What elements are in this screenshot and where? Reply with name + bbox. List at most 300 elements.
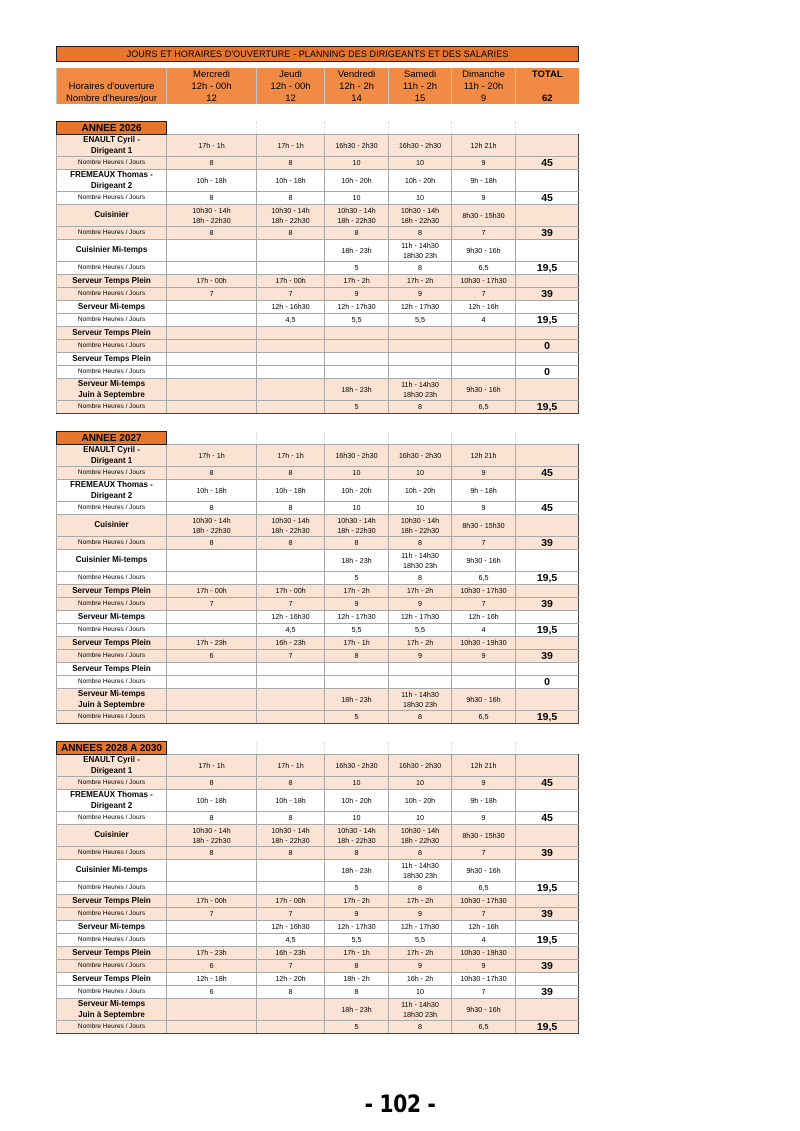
hours-vendredi-line: 16h30 - 2h30 — [335, 140, 378, 150]
employee-name-line: Cuisinier Mi-temps — [75, 555, 148, 565]
hours-dimanche — [452, 947, 516, 960]
count-dimanche: 6,5 — [452, 711, 516, 724]
count-label: Nombre Heures / Jours — [57, 502, 167, 515]
header-vendredi: Vendredi — [325, 68, 389, 80]
count-mercredi: 7 — [167, 908, 257, 921]
count-jeudi — [257, 882, 325, 895]
hours-samedi-line: 18h - 22h30 — [400, 525, 440, 535]
total-blank — [516, 240, 579, 262]
hours-mercredi — [167, 135, 257, 157]
count-jeudi — [257, 1021, 325, 1034]
hours-samedi-line: 11h - 14h30 — [401, 240, 439, 250]
count-vendredi — [325, 340, 389, 353]
header-jeudi: Jeudi — [257, 68, 325, 80]
hours-samedi-line: 12h - 17h30 — [400, 922, 440, 931]
employee-name — [57, 790, 167, 812]
total-blank — [516, 895, 579, 908]
count-label: Nombre Heures / Jours — [57, 157, 167, 170]
hours-samedi-line: 11h - 14h30 — [401, 379, 439, 389]
count-jeudi: 8 — [257, 502, 325, 515]
weekly-total: 39 — [516, 960, 579, 973]
hours-jeudi-line: 12h - 16h30 — [271, 922, 310, 931]
count-vendredi: 5 — [325, 882, 389, 895]
count-mercredi: 8 — [167, 467, 257, 480]
count-samedi: 9 — [389, 960, 452, 973]
hours-vendredi — [325, 895, 389, 908]
employee-name — [57, 205, 167, 227]
title-row — [57, 47, 579, 62]
hours-vendredi — [325, 637, 389, 650]
hours-per-day-row — [57, 92, 579, 104]
count-jeudi: 7 — [257, 908, 325, 921]
hours-mercredi — [167, 637, 257, 650]
count-dimanche: 4 — [452, 624, 516, 637]
hours-per-day-jeudi: 12 — [257, 92, 325, 104]
hours-mercredi — [167, 921, 257, 934]
hours-dimanche — [452, 663, 516, 676]
hours-dimanche-line: 9h30 - 16h — [466, 1004, 501, 1014]
hours-dimanche — [452, 825, 516, 847]
count-dimanche: 7 — [452, 537, 516, 550]
count-dimanche — [452, 676, 516, 689]
count-vendredi: 5,5 — [325, 624, 389, 637]
employee-name-line: Dirigeant 2 — [90, 800, 133, 810]
count-row — [57, 598, 579, 611]
hours-dimanche — [452, 637, 516, 650]
employee-name — [57, 921, 167, 934]
employee-name-line: Serveur Mi-temps — [77, 921, 146, 931]
count-vendredi — [325, 366, 389, 379]
count-vendredi: 10 — [325, 502, 389, 515]
schedule-row — [57, 327, 579, 340]
hours-vendredi — [325, 135, 389, 157]
count-label: Nombre Heures / Jours — [57, 467, 167, 480]
count-vendredi: 5 — [325, 711, 389, 724]
hours-mercredi-line: 10h30 - 14h — [192, 515, 231, 525]
count-mercredi: 8 — [167, 777, 257, 790]
weekly-total: 19,5 — [516, 624, 579, 637]
weekly-total: 39 — [516, 986, 579, 999]
hours-mercredi — [167, 515, 257, 537]
count-jeudi: 8 — [257, 537, 325, 550]
hours-samedi-line: 16h - 2h — [406, 974, 434, 983]
hours-vendredi — [325, 999, 389, 1021]
count-samedi: 8 — [389, 847, 452, 860]
hours-vendredi — [325, 301, 389, 314]
hours-samedi-line: 11h - 14h30 — [401, 860, 439, 870]
hours-samedi — [389, 205, 452, 227]
hours-vendredi-line: 18h - 23h — [341, 555, 372, 565]
count-jeudi: 8 — [257, 847, 325, 860]
count-mercredi — [167, 711, 257, 724]
hours-mercredi — [167, 445, 257, 467]
year-label: ANNEES 2028 A 2030 — [57, 742, 167, 755]
count-dimanche — [452, 340, 516, 353]
hours-samedi-line: 10h - 20h — [404, 485, 436, 495]
count-samedi: 10 — [389, 157, 452, 170]
hours-dimanche — [452, 480, 516, 502]
hours-dimanche — [452, 689, 516, 711]
schedule-row — [57, 755, 579, 777]
schedule-row — [57, 353, 579, 366]
total-blank — [516, 353, 579, 366]
hours-vendredi — [325, 480, 389, 502]
count-jeudi: 8 — [257, 157, 325, 170]
hours-vendredi — [325, 973, 389, 986]
count-mercredi — [167, 624, 257, 637]
employee-name-line: FREMEAUX Thomas - — [70, 480, 153, 489]
hours-jeudi — [257, 860, 325, 882]
hours-jeudi — [257, 637, 325, 650]
hours-samedi-line: 17h - 2h — [406, 948, 434, 957]
count-jeudi: 4,5 — [257, 314, 325, 327]
count-jeudi — [257, 711, 325, 724]
hours-dimanche-line: 12h 21h — [470, 760, 497, 770]
count-dimanche: 9 — [452, 777, 516, 790]
total-blank — [516, 921, 579, 934]
hours-samedi — [389, 275, 452, 288]
hours-jeudi — [257, 135, 325, 157]
opening-hours-label: Horaires d'ouverture — [57, 80, 167, 92]
hours-vendredi — [325, 790, 389, 812]
hours-mercredi — [167, 947, 257, 960]
hours-samedi-line: 10h30 - 14h — [400, 515, 440, 525]
hours-dimanche-line: 12h 21h — [470, 140, 497, 150]
count-row — [57, 812, 579, 825]
hours-dimanche-line: 12h - 16h — [468, 922, 499, 931]
hours-jeudi-line: 16h - 23h — [275, 948, 306, 957]
total-blank — [516, 973, 579, 986]
count-jeudi: 7 — [257, 650, 325, 663]
count-vendredi: 5 — [325, 1021, 389, 1034]
count-jeudi: 8 — [257, 777, 325, 790]
hours-samedi — [389, 895, 452, 908]
employee-name — [57, 973, 167, 986]
hours-vendredi — [325, 585, 389, 598]
hours-samedi-line: 18h30 23h — [403, 870, 437, 880]
hours-mercredi — [167, 825, 257, 847]
hours-dimanche-line: 9h - 18h — [470, 175, 497, 185]
hours-samedi-line: 12h - 17h30 — [400, 302, 440, 311]
count-dimanche — [452, 366, 516, 379]
hours-samedi — [389, 301, 452, 314]
schedule-row — [57, 205, 579, 227]
employee-name — [57, 135, 167, 157]
year-header-row — [57, 742, 579, 755]
count-jeudi: 4,5 — [257, 934, 325, 947]
weekly-total: 39 — [516, 598, 579, 611]
hours-samedi — [389, 379, 452, 401]
hours-samedi-line: 16h30 - 2h30 — [398, 760, 442, 770]
hours-vendredi-line: 10h - 20h — [341, 485, 372, 495]
count-samedi: 8 — [389, 401, 452, 414]
hours-jeudi-line: 12h - 20h — [275, 974, 306, 983]
employee-name-line: Serveur Temps Plein — [72, 327, 151, 337]
hours-mercredi — [167, 790, 257, 812]
count-row — [57, 960, 579, 973]
opening-hours-dimanche: 11h - 20h — [452, 80, 516, 92]
weekly-total: 45 — [516, 192, 579, 205]
hours-dimanche — [452, 999, 516, 1021]
employee-name-line: Cuisinier — [94, 210, 129, 220]
hours-samedi — [389, 921, 452, 934]
hours-jeudi — [257, 790, 325, 812]
count-samedi: 8 — [389, 572, 452, 585]
count-dimanche: 7 — [452, 598, 516, 611]
count-samedi: 9 — [389, 650, 452, 663]
count-dimanche: 9 — [452, 812, 516, 825]
hours-samedi — [389, 135, 452, 157]
weekly-total: 19,5 — [516, 934, 579, 947]
hours-mercredi — [167, 585, 257, 598]
employee-name — [57, 999, 167, 1021]
hours-mercredi — [167, 353, 257, 366]
weekly-total: 45 — [516, 812, 579, 825]
count-vendredi: 9 — [325, 598, 389, 611]
opening-hours-vendredi: 12h - 2h — [325, 80, 389, 92]
hours-vendredi — [325, 860, 389, 882]
hours-vendredi-line: 10h - 20h — [341, 175, 372, 185]
hours-mercredi-line: 17h - 00h — [196, 276, 227, 285]
count-jeudi: 8 — [257, 227, 325, 240]
employee-name-line: Serveur Temps Plein — [72, 973, 151, 983]
hours-jeudi-line: 10h - 18h — [275, 175, 306, 185]
employee-name-line: Juin à Septembre — [78, 1009, 145, 1019]
hours-jeudi-line: 10h30 - 14h — [271, 825, 310, 835]
total-blank — [516, 585, 579, 598]
count-row — [57, 157, 579, 170]
total-blank — [516, 275, 579, 288]
employee-name-line: Serveur Mi-temps — [77, 301, 146, 311]
table-title: JOURS ET HORAIRES D'OUVERTURE - PLANNING DES DIRIGEANTS ET DES SALARIES — [57, 47, 579, 62]
hours-dimanche-line: 10h30 - 17h30 — [460, 896, 507, 905]
hours-vendredi-line: 18h - 23h — [341, 1004, 372, 1014]
spacer-row — [57, 104, 579, 122]
hours-dimanche-line: 9h - 18h — [470, 485, 497, 495]
weekly-total: 19,5 — [516, 314, 579, 327]
count-dimanche: 9 — [452, 960, 516, 973]
hours-dimanche — [452, 860, 516, 882]
count-mercredi — [167, 882, 257, 895]
hours-mercredi — [167, 301, 257, 314]
hours-samedi-line: 17h - 2h — [406, 586, 434, 595]
count-dimanche: 6,5 — [452, 1021, 516, 1034]
count-label: Nombre Heures / Jours — [57, 598, 167, 611]
total-blank — [516, 999, 579, 1021]
hours-dimanche — [452, 379, 516, 401]
count-jeudi — [257, 340, 325, 353]
count-mercredi: 8 — [167, 812, 257, 825]
hours-samedi — [389, 515, 452, 537]
hours-samedi-line: 16h30 - 2h30 — [398, 450, 442, 460]
hours-mercredi-line: 17h - 23h — [196, 948, 227, 957]
employee-name-line: FREMEAUX Thomas - — [70, 790, 153, 799]
count-dimanche: 9 — [452, 467, 516, 480]
hours-samedi-line: 17h - 2h — [406, 276, 434, 285]
hours-mercredi-line: 10h - 18h — [196, 795, 227, 805]
employee-name — [57, 480, 167, 502]
total-blank — [516, 947, 579, 960]
count-samedi: 10 — [389, 777, 452, 790]
hours-dimanche — [452, 327, 516, 340]
hours-dimanche-line: 10h30 - 17h30 — [460, 276, 507, 285]
hours-mercredi — [167, 379, 257, 401]
count-mercredi — [167, 340, 257, 353]
count-mercredi: 6 — [167, 960, 257, 973]
count-row — [57, 366, 579, 379]
count-mercredi — [167, 676, 257, 689]
count-vendredi: 8 — [325, 537, 389, 550]
hours-samedi-line: 18h30 23h — [403, 389, 437, 399]
weekly-total: 0 — [516, 340, 579, 353]
hours-samedi — [389, 663, 452, 676]
total-blank — [516, 379, 579, 401]
count-label: Nombre Heures / Jours — [57, 960, 167, 973]
hours-samedi-line: 10h30 - 14h — [400, 825, 440, 835]
employee-name — [57, 947, 167, 960]
count-label: Nombre Heures / Jours — [57, 192, 167, 205]
count-row — [57, 192, 579, 205]
count-mercredi: 8 — [167, 847, 257, 860]
count-row — [57, 502, 579, 515]
hours-samedi — [389, 999, 452, 1021]
count-samedi: 5,5 — [389, 314, 452, 327]
employee-name — [57, 663, 167, 676]
count-label: Nombre Heures / Jours — [57, 314, 167, 327]
count-mercredi — [167, 934, 257, 947]
weekly-total: 39 — [516, 847, 579, 860]
count-jeudi: 8 — [257, 192, 325, 205]
hours-mercredi — [167, 689, 257, 711]
total-blank — [516, 205, 579, 227]
opening-hours-mercredi: 12h - 00h — [167, 80, 257, 92]
hours-dimanche-line: 9h30 - 16h — [466, 694, 501, 704]
weekly-total: 39 — [516, 288, 579, 301]
hours-samedi-line: 10h30 - 14h — [400, 205, 440, 215]
count-label: Nombre Heures / Jours — [57, 572, 167, 585]
hours-dimanche-line: 10h30 - 17h30 — [460, 586, 507, 595]
count-label: Nombre Heures / Jours — [57, 624, 167, 637]
hours-jeudi-line: 18h - 22h30 — [271, 835, 310, 845]
hours-dimanche-line: 12h - 16h — [468, 302, 499, 311]
schedule-row — [57, 275, 579, 288]
employee-name — [57, 550, 167, 572]
hours-dimanche-line: 12h - 16h — [468, 612, 499, 621]
count-mercredi: 7 — [167, 288, 257, 301]
hours-mercredi-line: 10h30 - 14h — [192, 205, 231, 215]
count-jeudi: 7 — [257, 598, 325, 611]
weekly-total: 19,5 — [516, 572, 579, 585]
count-vendredi: 8 — [325, 986, 389, 999]
hours-samedi — [389, 550, 452, 572]
hours-dimanche-line: 8h30 - 15h30 — [462, 830, 505, 840]
hours-samedi-line: 17h - 2h — [406, 638, 434, 647]
count-row — [57, 314, 579, 327]
hours-mercredi — [167, 611, 257, 624]
hours-jeudi — [257, 947, 325, 960]
count-row — [57, 288, 579, 301]
count-mercredi: 8 — [167, 502, 257, 515]
hours-mercredi-line: 18h - 22h30 — [192, 215, 231, 225]
hours-per-day-label: Nombre d'heures/jour — [57, 92, 167, 104]
count-mercredi: 6 — [167, 650, 257, 663]
hours-samedi-line: 18h30 23h — [403, 1009, 437, 1019]
employee-name-line: Serveur Temps Plein — [72, 947, 151, 957]
count-jeudi: 8 — [257, 812, 325, 825]
count-dimanche: 6,5 — [452, 572, 516, 585]
count-jeudi: 8 — [257, 467, 325, 480]
schedule-row — [57, 515, 579, 537]
hours-mercredi-line: 17h - 00h — [196, 586, 227, 595]
count-label: Nombre Heures / Jours — [57, 227, 167, 240]
count-row — [57, 1021, 579, 1034]
count-mercredi — [167, 314, 257, 327]
hours-mercredi-line: 18h - 22h30 — [192, 835, 231, 845]
hours-vendredi — [325, 327, 389, 340]
count-vendredi: 10 — [325, 812, 389, 825]
hours-vendredi-line: 18h - 23h — [341, 694, 372, 704]
count-vendredi: 9 — [325, 288, 389, 301]
hours-vendredi-line: 10h30 - 14h — [337, 825, 376, 835]
employee-name — [57, 585, 167, 598]
schedule-row — [57, 860, 579, 882]
hours-dimanche — [452, 755, 516, 777]
employee-name — [57, 379, 167, 401]
hours-samedi-line: 18h30 23h — [403, 560, 437, 570]
hours-jeudi — [257, 921, 325, 934]
count-mercredi — [167, 1021, 257, 1034]
count-samedi: 8 — [389, 882, 452, 895]
hours-jeudi-line: 17h - 00h — [275, 896, 306, 905]
count-dimanche: 7 — [452, 908, 516, 921]
schedule-row — [57, 895, 579, 908]
hours-mercredi — [167, 860, 257, 882]
employee-name — [57, 515, 167, 537]
total-blank — [516, 790, 579, 812]
hours-vendredi — [325, 947, 389, 960]
total-blank — [516, 170, 579, 192]
count-vendredi: 5,5 — [325, 934, 389, 947]
hours-vendredi — [325, 611, 389, 624]
hours-per-day-samedi: 15 — [389, 92, 452, 104]
hours-jeudi-line: 17h - 1h — [277, 760, 304, 770]
total-blank — [516, 860, 579, 882]
count-label: Nombre Heures / Jours — [57, 1021, 167, 1034]
hours-samedi-line: 11h - 14h30 — [401, 689, 439, 699]
hours-vendredi — [325, 445, 389, 467]
hours-jeudi — [257, 611, 325, 624]
count-row — [57, 227, 579, 240]
hours-samedi — [389, 825, 452, 847]
hours-jeudi — [257, 585, 325, 598]
employee-name — [57, 895, 167, 908]
employee-name-line: Dirigeant 1 — [90, 145, 133, 155]
employee-name — [57, 637, 167, 650]
count-samedi: 10 — [389, 812, 452, 825]
employee-name-line: Serveur Mi-temps — [77, 999, 146, 1008]
hours-jeudi — [257, 973, 325, 986]
hours-samedi-line: 10h - 20h — [404, 795, 436, 805]
hours-vendredi — [325, 755, 389, 777]
hours-per-day-vendredi: 14 — [325, 92, 389, 104]
count-row — [57, 676, 579, 689]
hours-samedi-line: 18h - 22h30 — [400, 835, 440, 845]
total-blank — [516, 825, 579, 847]
employee-name-line: Serveur Temps Plein — [72, 585, 151, 595]
employee-name-line: ENAULT Cyril - — [83, 135, 140, 144]
count-label: Nombre Heures / Jours — [57, 847, 167, 860]
hours-vendredi-line: 12h - 17h30 — [337, 612, 376, 621]
